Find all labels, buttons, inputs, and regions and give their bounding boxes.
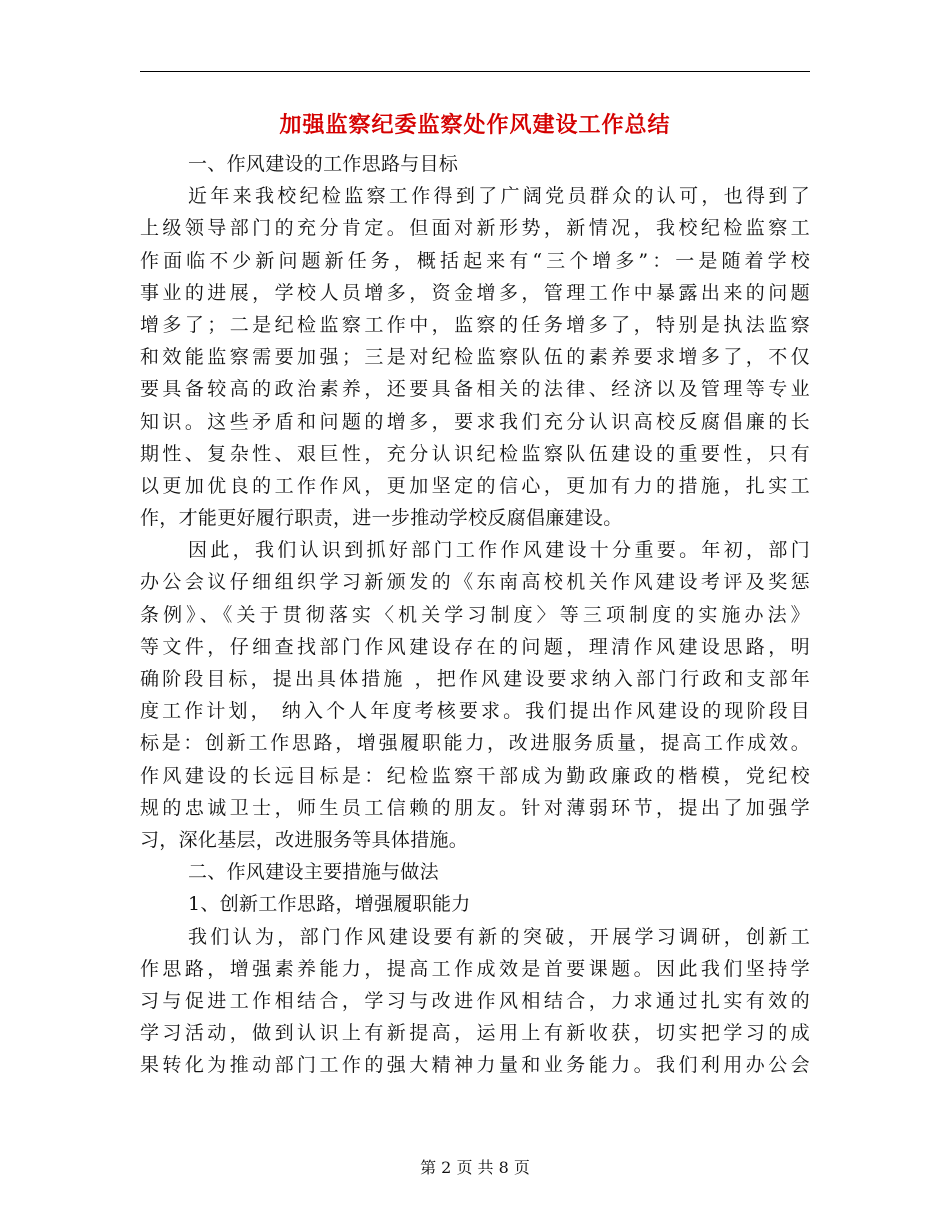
subsection-heading-1: 1、创新工作思路，增强履职能力 xyxy=(188,893,471,916)
paragraph-line: 学习活动，做到认识上有新提高，运用上有新收获，切实把学习的成 xyxy=(140,1022,810,1045)
paragraph-line: 增多了；二是纪检监察工作中，监察的任务增多了，特别是执法监察 xyxy=(140,313,810,336)
paragraph-line: 规的忠诚卫士，师生员工信赖的朋友。针对薄弱环节，提出了加强学 xyxy=(140,796,810,819)
paragraph-line: 条例》、《关于贯彻落实〈机关学习制度〉等三项制度的实施办法》 xyxy=(140,603,810,626)
paragraph-line: 作思路，增强素养能力，提高工作成效是首要课题。因此我们坚持学 xyxy=(140,957,810,980)
paragraph-line: 因此，我们认识到抓好部门工作作风建设十分重要。年初，部门 xyxy=(188,539,810,562)
paragraph-line: 知识。这些矛盾和问题的增多，要求我们充分认识高校反腐倡廉的长 xyxy=(140,410,810,433)
document-title: 加强监察纪委监察处作风建设工作总结 xyxy=(279,112,671,138)
paragraph-line: 我们认为，部门作风建设要有新的突破，开展学习调研，创新工 xyxy=(188,925,810,948)
document-body xyxy=(140,148,810,1081)
page-number: 第 2 页 共 8 页 xyxy=(420,1158,530,1177)
paragraph-line: 近年来我校纪检监察工作得到了广阔党员群众的认可，也得到了 xyxy=(188,185,810,208)
paragraph-line: 事业的进展，学校人员增多，资金增多，管理工作中暴露出来的问题 xyxy=(140,281,810,304)
paragraph-line: 果转化为推动部门工作的强大精神力量和业务能力。我们利用办公会 xyxy=(140,1054,810,1077)
paragraph-line: 作面临不少新问题新任务，概括起来有“三个增多”：一是随着学校 xyxy=(140,249,810,272)
paragraph-line: 办公会议仔细组织学习新颁发的《东南高校机关作风建设考评及奖惩 xyxy=(140,571,810,594)
paragraph-line: 习，深化基层，改进服务等具体措施。 xyxy=(140,828,469,851)
paragraph-line: 期性、复杂性、艰巨性，充分认识纪检监察队伍建设的重要性，只有 xyxy=(140,442,810,465)
paragraph-line: 以更加优良的工作作风，更加坚定的信心，更加有力的措施，扎实工 xyxy=(140,474,810,497)
paragraph-line: 确阶段目标，提出具体措施 ，把作风建设要求纳入部门行政和支部年 xyxy=(140,668,810,690)
paragraph-line: 习与促进工作相结合，学习与改进作风相结合，力求通过扎实有效的 xyxy=(140,989,810,1012)
header-rule xyxy=(140,71,810,72)
paragraph-line: 作，才能更好履行职责，进一步推动学校反腐倡廉建设。 xyxy=(140,507,623,530)
paragraph-line: 标是：创新工作思路，增强履职能力，改进服务质量，提高工作成效。 xyxy=(140,732,810,755)
paragraph-line: 要具备较高的政治素养，还要具备相关的法律、经济以及管理等专业 xyxy=(140,378,810,401)
paragraph-line: 和效能监察需要加强；三是对纪检监察队伍的素养要求增多了，不仅 xyxy=(140,346,810,369)
paragraph-line: 度工作计划， 纳入个人年度考核要求。我们提出作风建设的现阶段目 xyxy=(140,700,810,723)
paragraph-line: 作风建设的长远目标是：纪检监察干部成为勤政廉政的楷模，党纪校 xyxy=(140,764,810,787)
paragraph-line: 等文件，仔细查找部门作风建设存在的问题，理清作风建设思路，明 xyxy=(140,635,810,658)
paragraph-line: 上级领导部门的充分肯定。但面对新形势，新情况，我校纪检监察工 xyxy=(140,217,810,240)
section-heading-2: 二、作风建设主要措施与做法 xyxy=(188,861,439,884)
section-heading-1: 一、作风建设的工作思路与目标 xyxy=(188,153,459,175)
